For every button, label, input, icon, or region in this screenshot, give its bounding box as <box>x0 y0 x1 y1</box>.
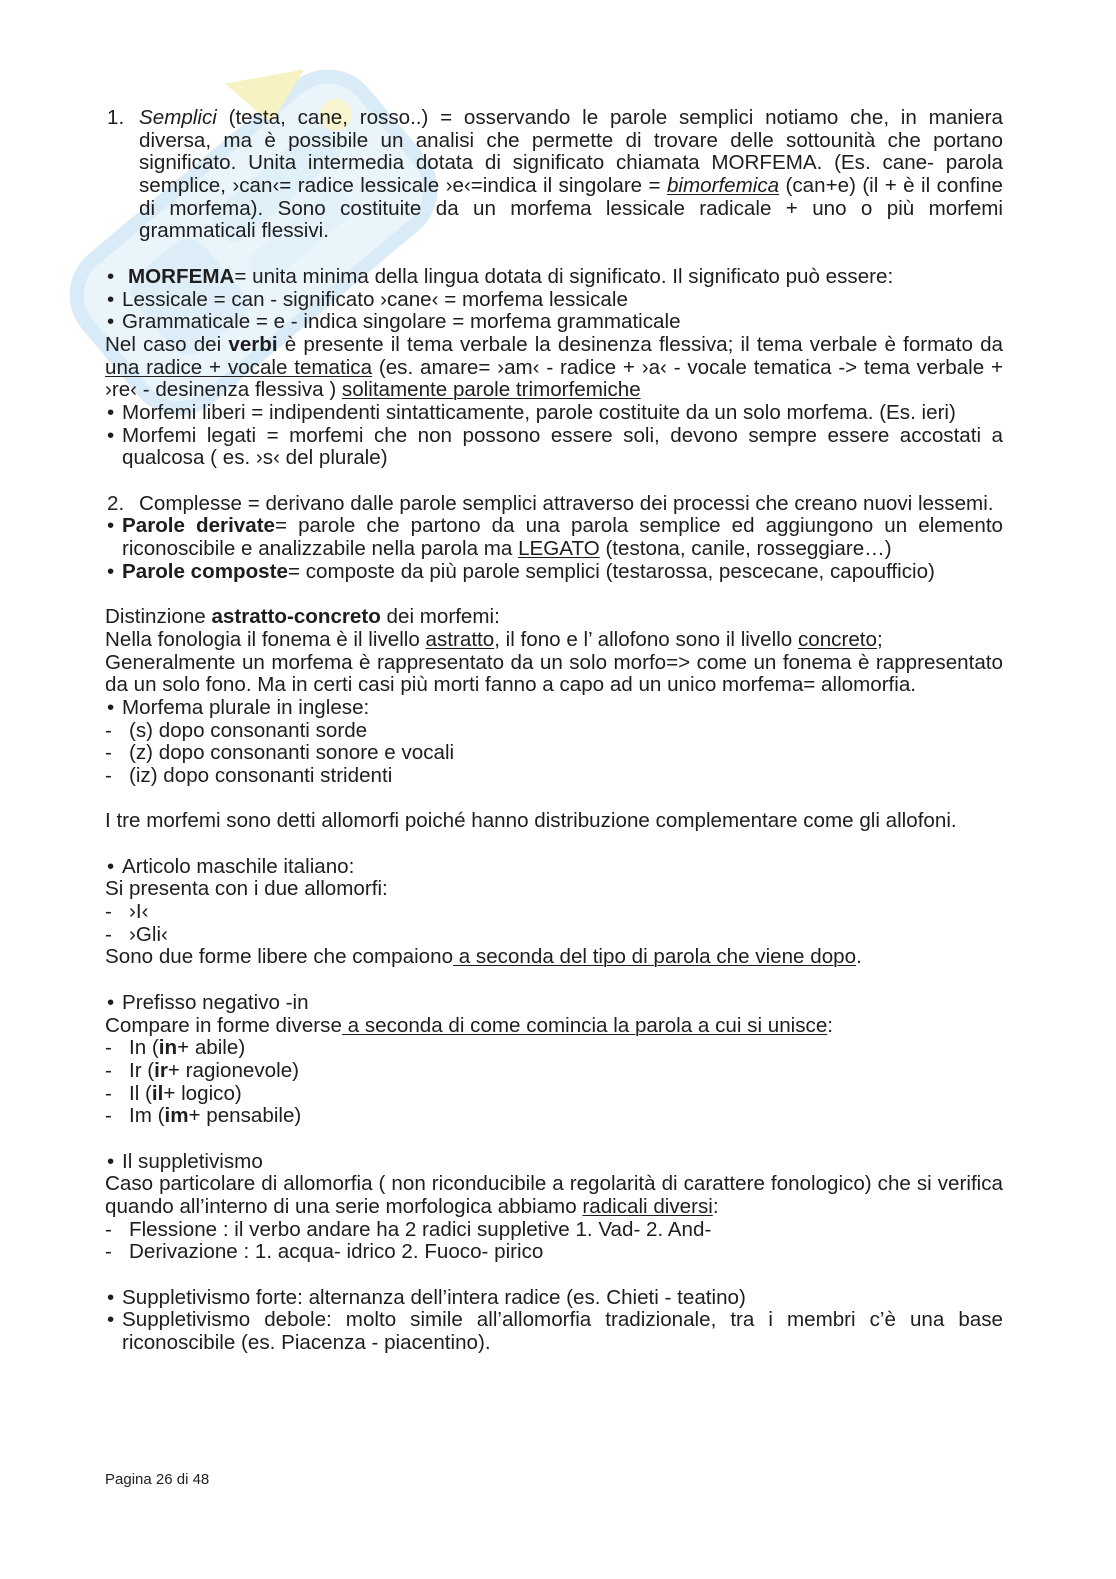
bullet-grammaticale <box>105 311 1003 334</box>
paragraph-distinzione <box>105 606 1003 629</box>
dash-marker: - <box>105 741 112 765</box>
dash-item <box>105 1219 1003 1242</box>
text-line-content <box>105 673 916 696</box>
text-run: Im ( <box>129 1104 165 1128</box>
text-run: (testona, canile, rosseggiare…) <box>599 537 892 561</box>
text-line <box>139 220 1003 243</box>
text-line-content <box>129 1104 301 1127</box>
text-run: dei morfemi: <box>380 605 500 629</box>
text-run: = parole che partono da una parola semplice ed aggiungono un elemento <box>275 514 1003 538</box>
text-line-content <box>105 809 957 832</box>
bullet-parole-composte <box>105 561 1003 584</box>
text-run: riconoscibile (es. Piacenza - piacentino). <box>122 1331 491 1355</box>
bullet-morfema-plurale <box>105 697 1003 720</box>
text-line <box>129 1083 1003 1106</box>
text-line <box>139 130 1003 153</box>
text-line-content <box>129 719 367 742</box>
text-run: LEGATO <box>518 537 600 561</box>
text-line-content <box>105 1172 1003 1195</box>
text-run: astratto-concreto <box>211 605 381 629</box>
text-line <box>105 810 1003 833</box>
text-line <box>129 765 1003 788</box>
text-line-content <box>122 1308 1003 1331</box>
text-run: da un solo fono. Ma in certi casi più morti fanno a capo ad un unico morfema= allomorfia. <box>105 673 917 697</box>
text-run: è presente il tema verbale la desinenza flessiva; il tema verbale è formato da <box>277 332 1003 356</box>
text-line <box>105 606 1003 629</box>
blank-line <box>105 1128 1003 1151</box>
text-line-content <box>105 1195 719 1218</box>
text-line <box>122 1309 1003 1332</box>
text-line <box>122 561 1003 584</box>
text-run: concreto <box>797 627 877 651</box>
text-line-content <box>139 129 1003 152</box>
text-line <box>105 1173 1003 1196</box>
text-line-content <box>139 197 1003 220</box>
text-run: riconoscibile e analizzabile nella parola ma <box>122 537 519 561</box>
text-run: Il ( <box>129 1081 152 1105</box>
text-line <box>122 538 1003 561</box>
paragraph-verbi <box>105 334 1003 402</box>
text-run: semplice, ›can‹= radice lessicale ›e‹=indica il singolare = <box>139 174 667 198</box>
blank-line <box>105 1264 1003 1287</box>
paragraph-sono-due <box>105 946 1003 969</box>
dash-marker: - <box>105 1058 112 1082</box>
page-body <box>105 107 1003 1355</box>
text-line-content <box>122 514 1003 537</box>
text-line-content <box>129 900 148 923</box>
text-line-content <box>105 378 641 401</box>
text-run: ›Gli‹ <box>129 922 168 946</box>
dash-item <box>105 742 1003 765</box>
text-line-content <box>105 356 1003 379</box>
text-run: Suppletivismo debole: molto simile all’allomorfia tradizionale, tra i membri c’è una base <box>122 1308 1003 1332</box>
dash-marker: - <box>105 922 112 946</box>
paragraph-generalmente <box>105 652 1003 697</box>
text-line <box>139 152 1003 175</box>
text-run: Semplici <box>139 106 217 129</box>
text-run: ›I‹ <box>129 900 149 924</box>
text-line-content <box>122 446 388 469</box>
text-line-content <box>129 741 454 764</box>
text-line <box>139 198 1003 221</box>
text-line-content <box>105 333 1003 356</box>
text-run: Suppletivismo forte: alternanza dell’intera radice (es. Chieti - teatino) <box>122 1285 746 1309</box>
text-run: (testa, cane, rosso..) = osservando le parole semplici notiamo che, in maniera <box>216 106 1003 129</box>
text-run: Grammaticale = e - indica singolare = morfema grammaticale <box>122 310 681 334</box>
text-line <box>129 1241 1003 1264</box>
text-run: (z) dopo consonanti sonore e vocali <box>129 741 455 765</box>
text-line-content <box>129 1036 245 1059</box>
dash-item <box>105 924 1003 947</box>
text-line-content <box>129 1082 242 1105</box>
text-run: Morfemi legati = morfemi che non possono essere soli, devono sempre essere accostati a <box>122 423 1003 447</box>
text-run: : <box>712 1195 719 1218</box>
text-run: verbi <box>228 332 278 356</box>
text-line <box>129 742 1003 765</box>
text-line-content <box>122 560 935 583</box>
bullet-marker: • <box>107 423 115 447</box>
text-run: MORFEMA <box>128 264 235 288</box>
dash-marker: - <box>105 1240 112 1264</box>
text-run: Sono due forme libere che compaiono <box>105 945 454 969</box>
text-line <box>105 357 1003 380</box>
text-run: Complesse = derivano dalle parole semplici attraverso dei processi che creano nuovi lessemi. <box>139 491 994 515</box>
text-line-content <box>122 1331 491 1354</box>
text-line <box>122 311 1003 334</box>
section-parole-complesse <box>105 493 1003 516</box>
text-line-content <box>105 651 1003 674</box>
text-line <box>105 1196 1003 1219</box>
bullet-marker: • <box>107 695 115 719</box>
dash-item <box>105 1241 1003 1264</box>
dash-item <box>105 1060 1003 1083</box>
text-run: significato. Unita intermedia dotata di significato chiamata MORFEMA. (Es. cane- parola <box>139 151 1003 175</box>
text-run: ›re‹ - desinenza flessiva ) <box>105 378 342 402</box>
text-run: + pensabile) <box>188 1104 302 1128</box>
page-number: Pagina 26 di 48 <box>105 1471 210 1488</box>
bullet-marker: • <box>107 1308 115 1332</box>
dash-marker: - <box>105 900 112 924</box>
text-line-content <box>105 945 862 968</box>
text-line <box>122 856 1003 879</box>
text-run: il <box>151 1081 164 1105</box>
text-run: qualcosa ( es. ›s‹ del plurale) <box>122 446 388 470</box>
text-run: in <box>158 1036 178 1060</box>
bullet-marker: • <box>107 1285 115 1309</box>
dash-item <box>105 901 1003 924</box>
dash-marker: - <box>105 763 112 787</box>
paragraph-fonologia <box>105 629 1003 652</box>
text-run: Morfema plurale in inglese: <box>122 695 370 719</box>
text-run: In ( <box>129 1036 159 1060</box>
bullet-suppletivismo <box>105 1151 1003 1174</box>
text-run: Si presenta con i due allomorfi: <box>105 877 388 901</box>
text-line-content <box>128 265 893 288</box>
text-run: di morfema). Sono costituite da un morfema lessicale radicale + uno o più morfemi <box>139 196 1003 220</box>
text-line-content <box>105 628 883 651</box>
text-line-content <box>122 537 892 560</box>
text-run: Articolo maschile italiano: <box>122 854 355 878</box>
text-line-content <box>129 1240 543 1263</box>
text-line <box>122 402 1003 425</box>
text-run: Ir ( <box>129 1058 155 1082</box>
text-line <box>122 515 1003 538</box>
text-run: + logico) <box>163 1081 242 1105</box>
text-line-content <box>129 764 392 787</box>
text-line <box>128 266 1003 289</box>
text-line-content <box>105 877 388 900</box>
text-run: + abile) <box>177 1036 246 1060</box>
dash-marker: - <box>105 718 112 742</box>
text-line <box>139 493 1003 516</box>
bullet-marker: • <box>107 310 115 334</box>
bullet-morfemi-legati <box>105 425 1003 470</box>
text-run: diversa, ma è possibile un analisi che permette di trovare delle sottounità che portano <box>139 128 1003 152</box>
bullet-suppletivismo-forte <box>105 1287 1003 1310</box>
text-line-content <box>105 605 500 628</box>
text-line <box>122 992 1003 1015</box>
bullet-lessicale <box>105 289 1003 312</box>
text-line <box>105 878 1003 901</box>
text-line <box>129 1060 1003 1083</box>
number-marker: 1. <box>107 106 125 129</box>
text-line <box>129 1219 1003 1242</box>
blank-line <box>105 583 1003 606</box>
text-run: . <box>856 945 862 969</box>
text-run: ir <box>154 1058 168 1082</box>
text-run: Parole derivate <box>122 514 276 538</box>
text-line <box>105 629 1003 652</box>
text-run: Distinzione <box>105 605 212 629</box>
text-run: ; <box>876 627 883 651</box>
text-line <box>122 289 1003 312</box>
text-line <box>122 425 1003 448</box>
text-line <box>122 1287 1003 1310</box>
text-run: Il suppletivismo <box>122 1149 263 1173</box>
text-line <box>105 946 1003 969</box>
text-line-content <box>139 219 329 242</box>
blank-line <box>105 833 1003 856</box>
bullet-marker: • <box>107 854 115 878</box>
text-line <box>129 1037 1003 1060</box>
text-line-content <box>122 288 628 311</box>
text-line-content <box>139 492 994 515</box>
text-line-content <box>122 424 1003 447</box>
text-line-content <box>122 401 956 424</box>
paragraph-si-presenta <box>105 878 1003 901</box>
text-run: Flessione : il verbo andare ha 2 radici suppletive 1. Vad- 2. And- <box>129 1217 712 1241</box>
text-line-content <box>129 1218 711 1241</box>
dash-item <box>105 720 1003 743</box>
text-run: (can+e) (il + è il confine <box>779 174 1003 198</box>
bullet-marker: • <box>107 264 115 288</box>
text-run: Generalmente un morfema è rappresentato da un solo morfo=> come un fonema è rappresentato <box>105 650 1003 674</box>
text-line-content <box>122 310 681 333</box>
bullet-prefisso <box>105 992 1003 1015</box>
text-run: Caso particolare di allomorfia ( non riconducibile a regolarità di carattere fonologico) che si verifica <box>105 1172 1003 1196</box>
text-line-content <box>129 923 168 946</box>
text-run: I tre morfemi sono detti allomorfi poiché hanno distribuzione complementare come gli allofoni. <box>105 809 957 833</box>
bullet-marker: • <box>107 1149 115 1173</box>
bullet-parole-derivate <box>105 515 1003 560</box>
text-run: Nella fonologia il fonema è il livello <box>105 627 426 651</box>
bullet-morfema <box>105 266 1003 289</box>
text-line <box>105 1015 1003 1038</box>
text-run: (iz) dopo consonanti stridenti <box>129 763 393 787</box>
blank-line <box>105 470 1003 493</box>
text-run: astratto <box>425 627 495 651</box>
text-line-content <box>122 855 354 878</box>
text-run: quando all’interno di una serie morfologica abbiamo <box>105 1195 583 1218</box>
section-parole-semplici <box>105 107 1003 243</box>
text-run: Prefisso negativo -in <box>122 990 309 1014</box>
text-run: (es. amare= ›am‹ - radice + ›a‹ - vocale tematica -> tema verbale + <box>372 355 1003 379</box>
paragraph-tre-morfemi <box>105 810 1003 833</box>
text-run: solitamente parole trimorfemiche <box>341 378 641 402</box>
text-run: Nel caso dei <box>105 332 229 356</box>
text-line-content <box>139 151 1003 174</box>
text-run: , il fono e l’ allofono sono il livello <box>494 627 798 651</box>
text-line <box>139 175 1003 198</box>
dash-marker: - <box>105 1217 112 1241</box>
text-run: una radice + vocale tematica <box>105 355 373 379</box>
text-line <box>105 652 1003 675</box>
dash-marker: - <box>105 1081 112 1105</box>
text-line-content <box>139 174 1003 197</box>
text-line <box>129 924 1003 947</box>
text-run: Lessicale = can - significato ›cane‹ = morfema lessicale <box>122 287 628 311</box>
text-line <box>122 1332 1003 1355</box>
text-run: bimorfemica <box>666 174 780 198</box>
text-line <box>105 334 1003 357</box>
text-line-content <box>122 1286 746 1309</box>
bullet-marker: • <box>107 400 115 424</box>
dash-item <box>105 1083 1003 1106</box>
text-line <box>105 379 1003 402</box>
blank-line <box>105 788 1003 811</box>
dash-item <box>105 1105 1003 1128</box>
text-line-content <box>122 991 309 1014</box>
text-run: Derivazione : 1. acqua- idrico 2. Fuoco- pirico <box>129 1240 544 1264</box>
dash-item <box>105 1037 1003 1060</box>
text-line-content <box>105 1014 833 1037</box>
text-run: Morfemi liberi = indipendenti sintatticamente, parole costituite da un solo morfema. (Es. ieri) <box>122 400 956 424</box>
text-run: Compare in forme diverse <box>105 1013 342 1037</box>
text-line <box>122 447 1003 470</box>
paragraph-compare <box>105 1015 1003 1038</box>
text-run: : <box>827 1013 834 1037</box>
text-line <box>139 107 1003 130</box>
text-run: = unita minima della lingua dotata di significato. Il significato può essere: <box>234 264 894 288</box>
text-line-content <box>139 106 1003 129</box>
text-line <box>129 720 1003 743</box>
bullet-marker: • <box>107 287 115 311</box>
blank-line <box>105 243 1003 266</box>
text-line <box>129 1105 1003 1128</box>
blank-line <box>105 969 1003 992</box>
bullet-articolo <box>105 856 1003 879</box>
text-run: a seconda di come comincia la parola a cui si unisce <box>341 1013 828 1037</box>
dash-marker: - <box>105 1036 112 1060</box>
bullet-marker: • <box>107 559 115 583</box>
bullet-suppletivismo-debole <box>105 1309 1003 1354</box>
number-marker: 2. <box>107 491 125 515</box>
text-run: radicali diversi <box>582 1195 713 1218</box>
bullet-marker: • <box>107 990 115 1014</box>
text-run: = composte da più parole semplici (testarossa, pescecane, capoufficio) <box>287 559 935 583</box>
text-run: grammaticali flessivi. <box>139 219 329 243</box>
text-run: (s) dopo consonanti sorde <box>129 718 368 742</box>
text-run: im <box>164 1104 189 1128</box>
text-line <box>105 674 1003 697</box>
text-run: Parole composte <box>122 559 288 583</box>
bullet-marker: • <box>107 514 115 538</box>
text-run: a seconda del tipo di parola che viene dopo <box>453 945 857 969</box>
text-line <box>129 901 1003 924</box>
text-line <box>122 1151 1003 1174</box>
text-line-content <box>122 696 369 719</box>
dash-marker: - <box>105 1104 112 1128</box>
bullet-morfemi-liberi <box>105 402 1003 425</box>
dash-item <box>105 765 1003 788</box>
text-line <box>122 697 1003 720</box>
text-line-content <box>129 1059 299 1082</box>
paragraph-caso-particolare <box>105 1173 1003 1218</box>
text-run: + ragionevole) <box>167 1058 300 1082</box>
text-line-content <box>122 1150 263 1173</box>
